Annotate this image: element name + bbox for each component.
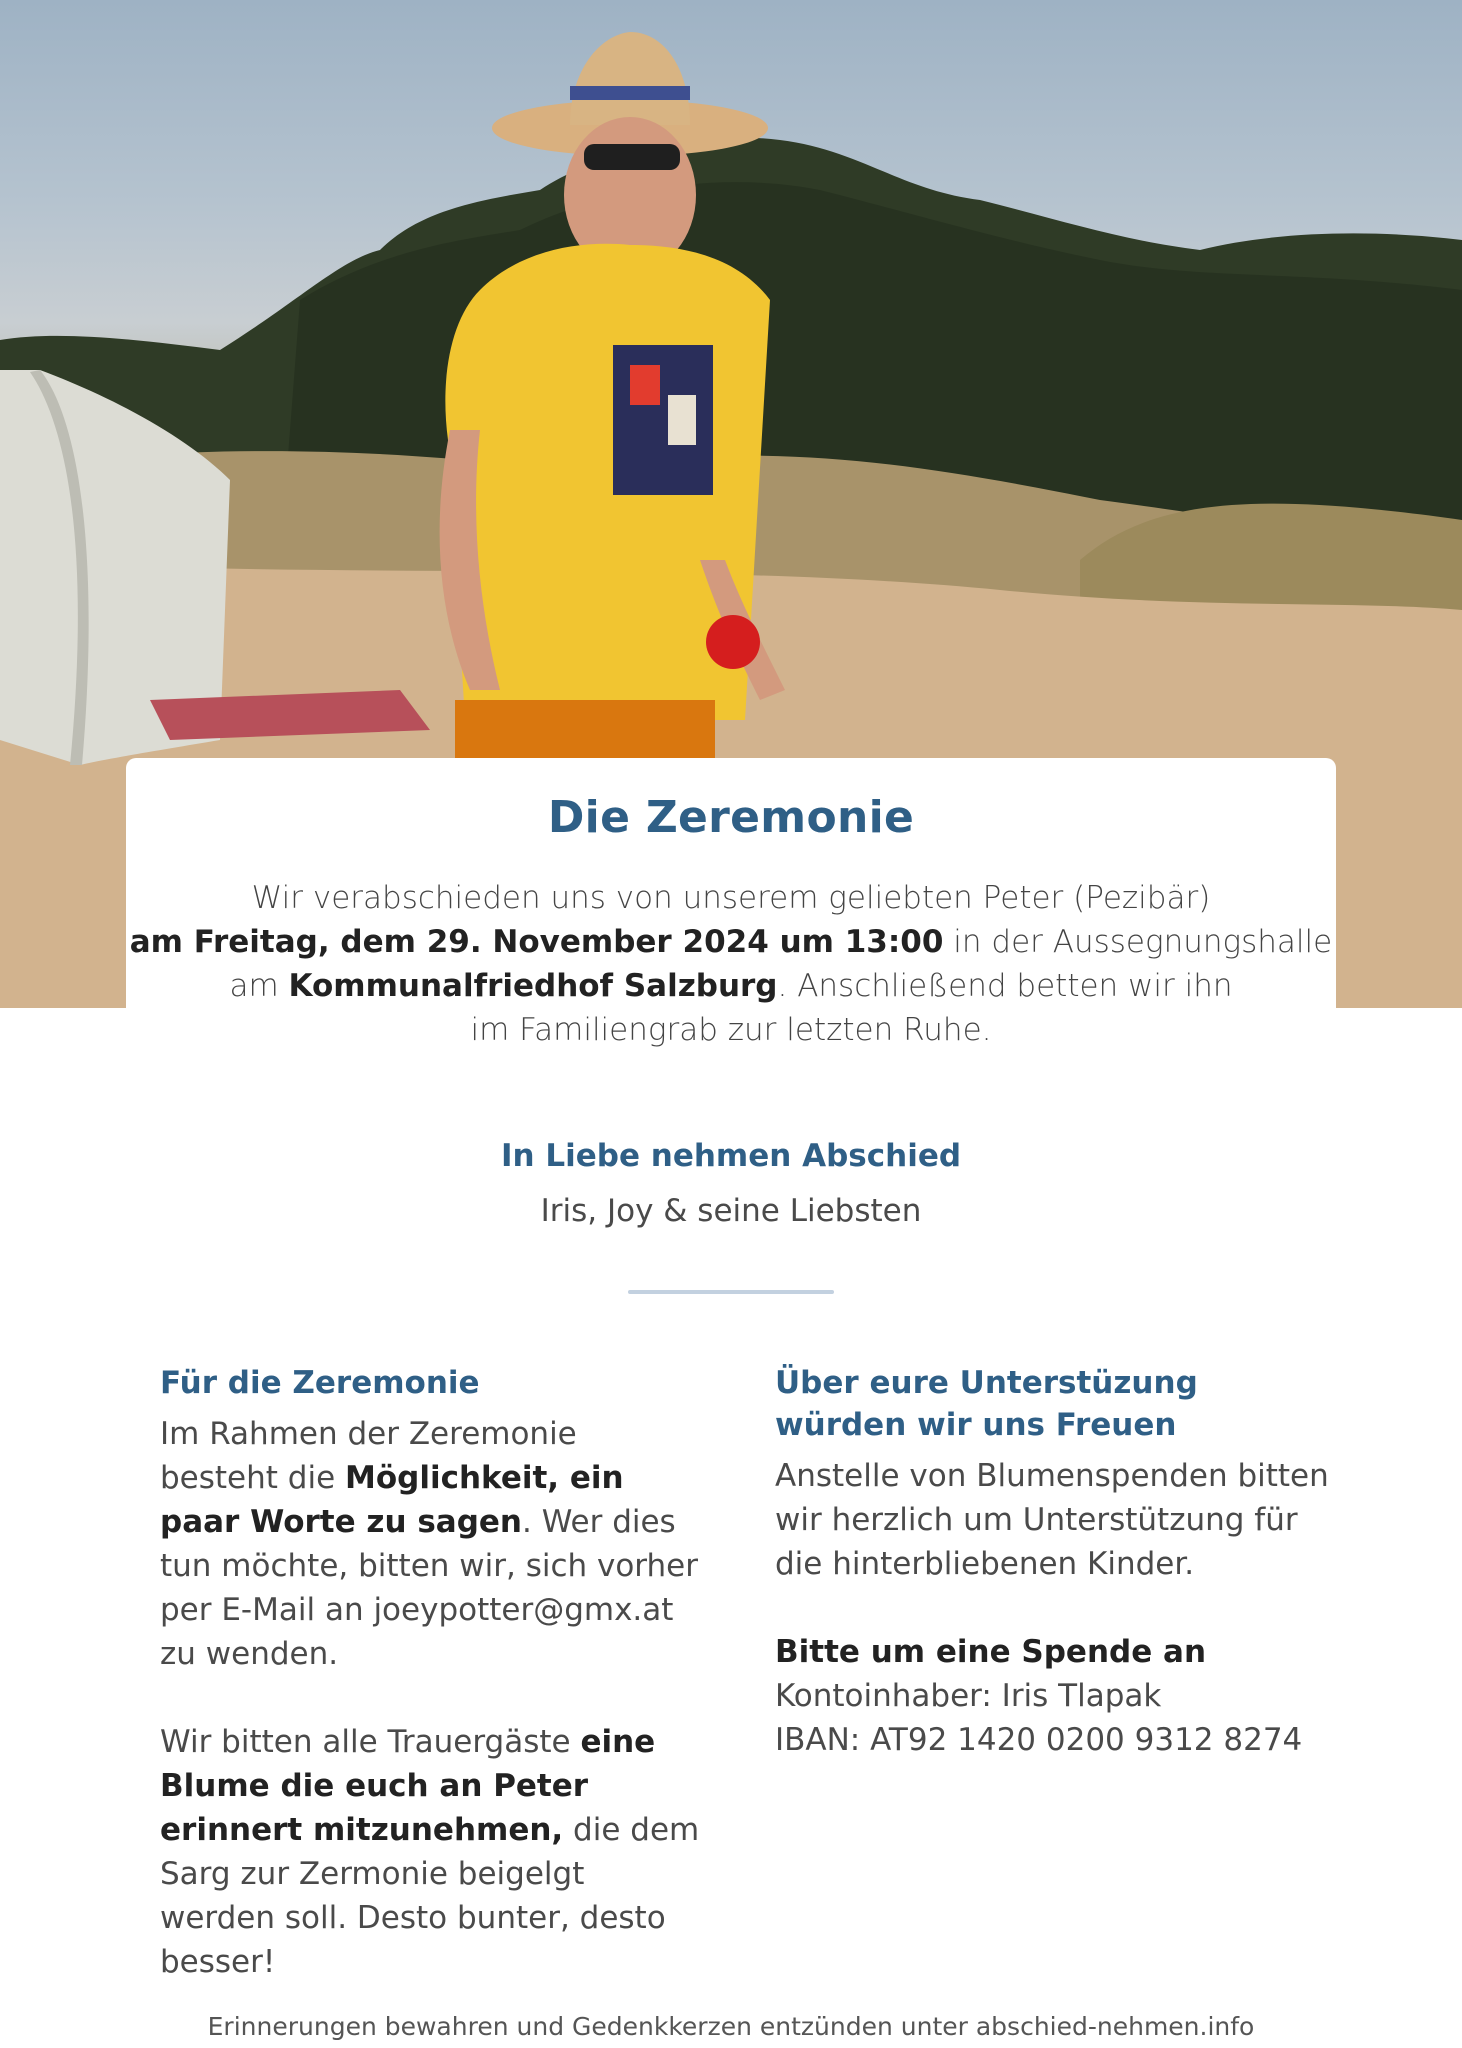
farewell-names: Iris, Joy & seine Liebsten [540,1193,922,1229]
intro-line-2: am Freitag, dem 29. November 2024 um 13:00 in der Aussegnungshalle [129,924,1333,960]
ceremony-title: Die Zeremonie [547,792,915,843]
divider [628,1290,834,1294]
intro-line-3: am Kommunalfriedhof Salzburg. Anschließend betten wir ihn [229,968,1233,1004]
ceremony-info-column [160,1362,700,1984]
footer-note: Erinnerungen bewahren und Gedenkkerzen entzünden unter abschied-nehmen.info [207,2012,1255,2041]
donation-heading: Bitte um eine Spende an [775,1634,1207,1670]
farewell-heading: In Liebe nehmen Abschied [500,1138,962,1174]
intro-line-4: im Familiengrab zur letzten Ruhe. [470,1012,992,1048]
shorts [455,700,715,760]
flower-paragraph: Wir bitten alle Trauergäste eine Blume die euch an Peter erinnert mitzunehmen, die dem Sarg zur Zermonie beigelgt werden soll. Desto bunter, desto besser! [160,1724,700,1980]
shirt-print [613,345,713,495]
ceremony-location: Kommunalfriedhof Salzburg [288,968,778,1004]
flower-highlight: eine Blume die euch an Peter erinnert mitzunehmen, [160,1724,656,1848]
iban: IBAN: AT92 1420 0200 9312 8274 [775,1722,1303,1758]
left-column-heading: Für die Zeremonie [160,1365,480,1401]
ceremony-date: am Freitag, dem 29. November 2024 um 13:00 [129,924,944,960]
speech-highlight: Möglichkeit, ein paar Worte zu sagen [160,1460,624,1540]
intro-line-1: Wir verabschieden uns von unserem geliebten Peter (Pezibär) [251,880,1211,916]
ceremony-intro [0,876,1462,1052]
red-ball [706,615,760,669]
donation-column [775,1362,1335,1762]
speech-paragraph: Im Rahmen der Zeremonie besteht die Möglichkeit, ein paar Worte zu sagen. Wer dies tun möchte, bitten wir, sich vorher per E-Mail an joeypotter@gmx.at zu wenden. [160,1416,698,1672]
right-column-heading: Über eure Unterstüzung würden wir uns Freuen [775,1365,1198,1443]
donation-text: Anstelle von Blumenspenden bitten wir herzlich um Unterstützung für die hinterbliebenen Kinder. [775,1458,1329,1582]
account-holder: Kontoinhaber: Iris Tlapak [775,1678,1162,1714]
